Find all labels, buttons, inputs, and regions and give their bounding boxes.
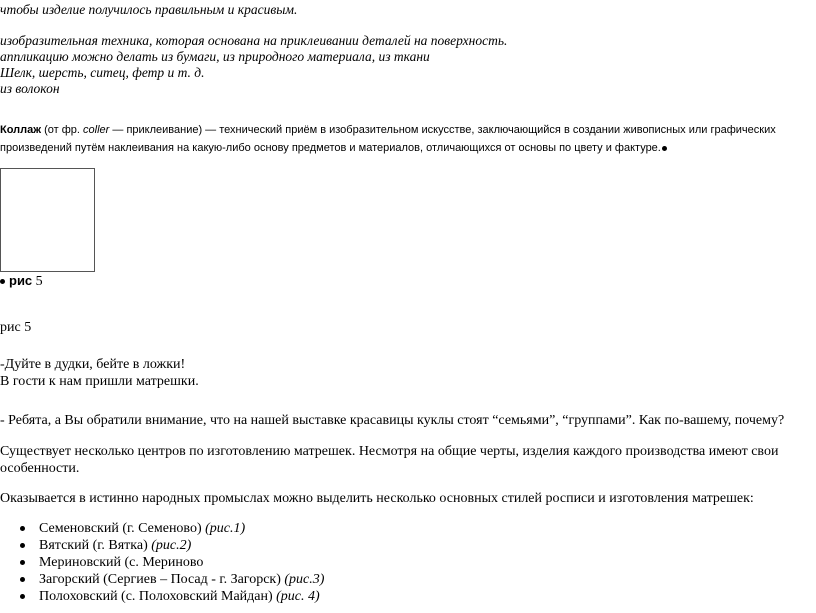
question-paragraph: - Ребята, а Вы обратили внимание, что на нашей выставке красавицы куклы стоят “семьями”, “группами”. Как по-вашему, почему? bbox=[0, 413, 785, 428]
list-item bbox=[0, 571, 324, 588]
italic-note-5: из волокон bbox=[0, 81, 60, 96]
list-item bbox=[0, 537, 324, 554]
styles-list bbox=[0, 520, 324, 605]
list-item bbox=[0, 520, 324, 537]
list-item bbox=[0, 554, 324, 571]
figure-caption bbox=[0, 273, 43, 290]
style-name: Семеновский (г. Семеново) bbox=[39, 521, 206, 536]
styles-intro-paragraph: Оказывается в истинно народных промыслах можно выделить несколько основных стилей росписи и изготовления матрешек: bbox=[0, 491, 754, 506]
style-ref: (рис. 4) bbox=[276, 589, 320, 604]
italic-note-4: Шелк, шерсть, ситец, фетр и т. д. bbox=[0, 65, 205, 80]
bullet-icon bbox=[20, 594, 25, 599]
bullet-dot-icon bbox=[0, 279, 5, 284]
verse-line-1: -Дуйте в дудки, бейте в ложки! bbox=[0, 357, 186, 372]
bullet-icon bbox=[20, 560, 25, 565]
collage-term: Коллаж bbox=[0, 124, 42, 136]
centers-paragraph: Существует несколько центров по изготовлению матрешек. Несмотря на общие черты, изделия каждого производства имеют свои особенности. bbox=[0, 444, 779, 476]
bullet-icon bbox=[20, 526, 25, 531]
style-ref: (рис.1) bbox=[205, 521, 246, 536]
collage-foreign-word: coller bbox=[83, 124, 110, 136]
collage-open: (от фр. bbox=[41, 124, 84, 136]
italic-note-1: чтобы изделие получилось правильным и красивым. bbox=[0, 2, 298, 17]
style-name: Полоховский (с. Полоховский Майдан) bbox=[39, 589, 277, 604]
figure-caption-2: рис 5 bbox=[0, 320, 32, 335]
bullet-dot-icon bbox=[662, 146, 667, 151]
italic-note-2: изобразительная техника, которая основана на приклеивании деталей на поверхность. bbox=[0, 33, 508, 48]
collage-rest: — приклеивание) — технический приём в изобразительном искусстве, заключающийся в создании живописных или графических произведений путём наклеивания на какую-либо основу предметов и материалов, отличающихся от основы по цвету и фактуре. bbox=[0, 124, 776, 154]
bullet-icon bbox=[20, 577, 25, 582]
style-name: Загорский (Сергиев – Посад - г. Загорск) bbox=[39, 572, 285, 587]
verse-line-2: В гости к нам пришли матрешки. bbox=[0, 374, 199, 389]
bullet-icon bbox=[20, 543, 25, 548]
style-ref: (рис.3) bbox=[284, 572, 325, 587]
collage-definition bbox=[0, 121, 812, 157]
style-ref: (рис.2) bbox=[151, 538, 192, 553]
style-name: Вятский (г. Вятка) bbox=[39, 538, 152, 553]
figure-caption-label: рис bbox=[9, 273, 33, 288]
italic-note-3: аппликацию можно делать из бумаги, из природного материала, из ткани bbox=[0, 49, 430, 64]
image-placeholder bbox=[0, 168, 95, 272]
style-name: Мериновский (с. Мериново bbox=[39, 555, 204, 570]
list-item bbox=[0, 588, 324, 605]
figure-caption-number: 5 bbox=[32, 274, 43, 289]
